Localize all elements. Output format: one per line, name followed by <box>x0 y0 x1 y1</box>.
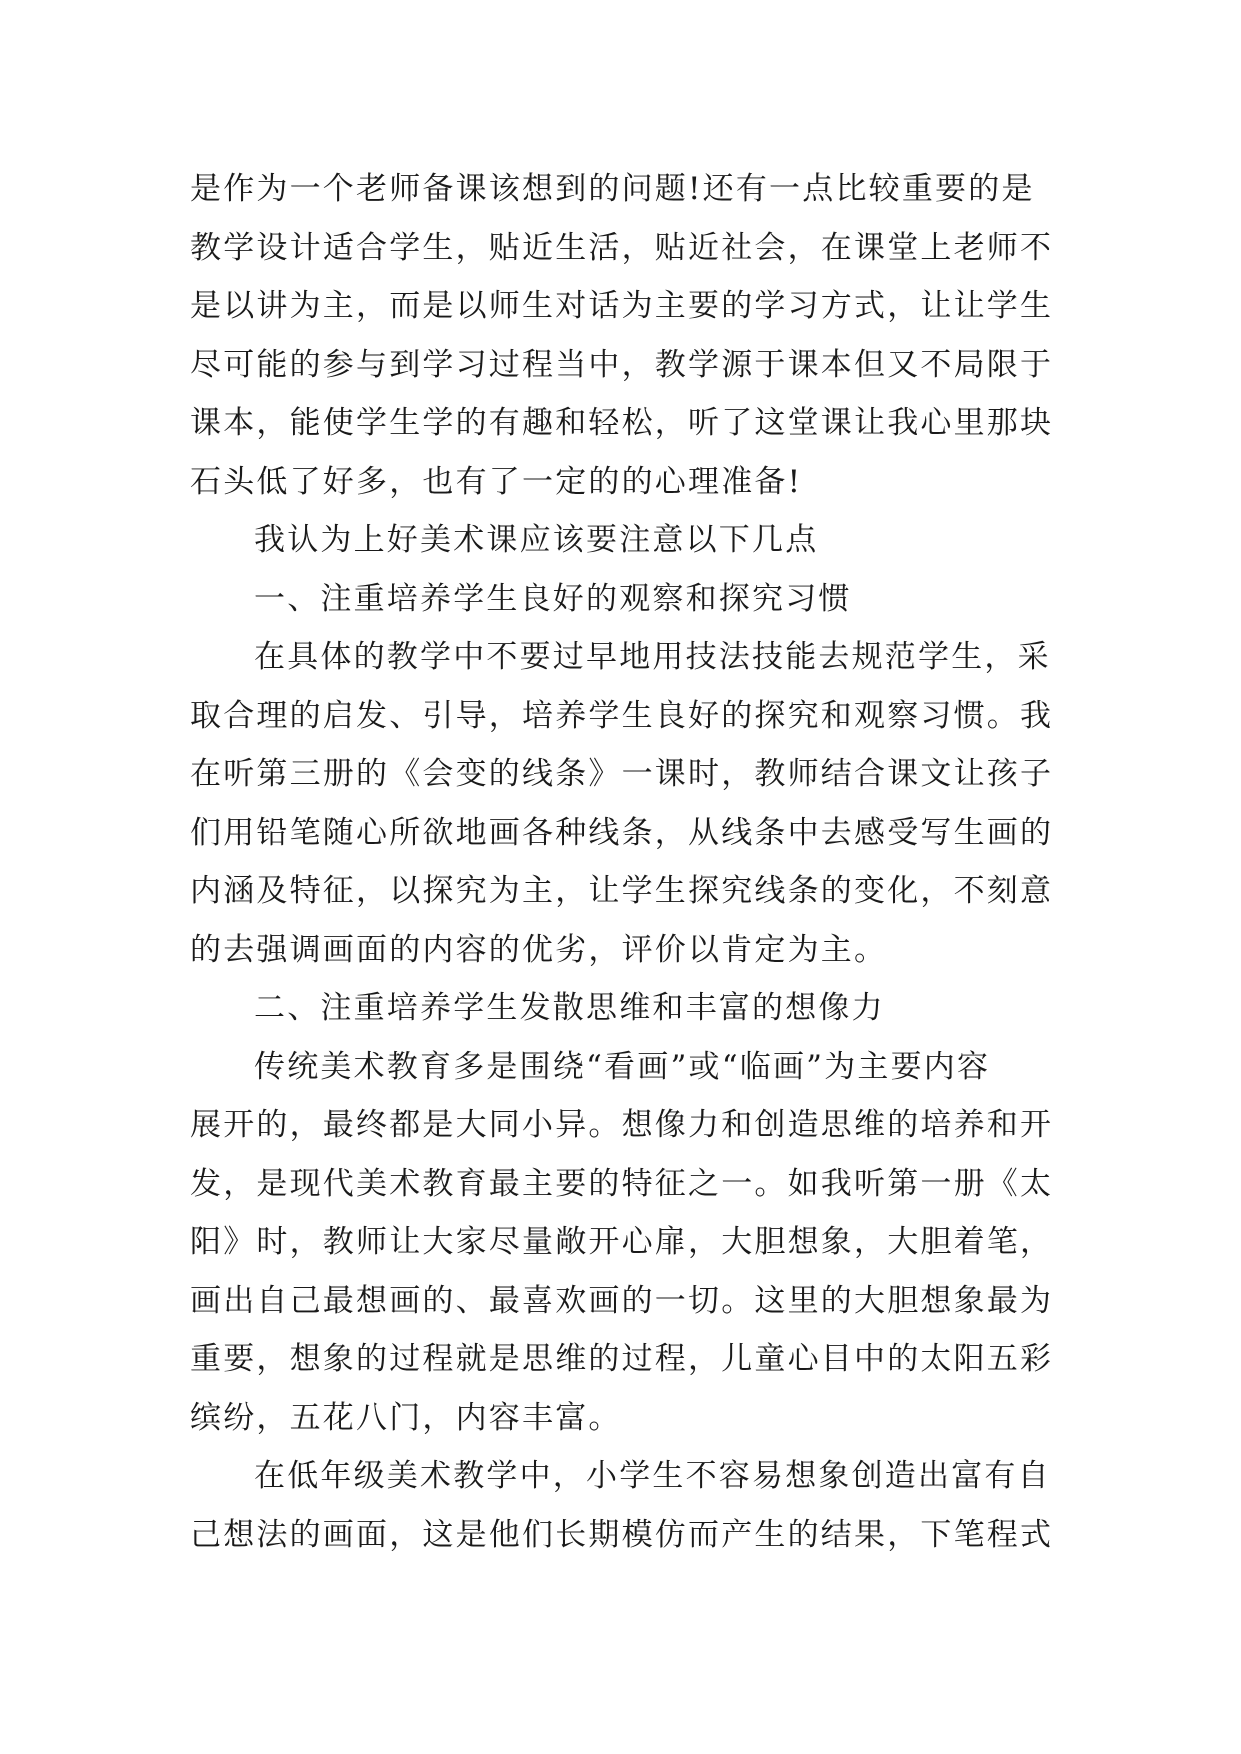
section-heading: 一、注重培养学生良好的观察和探究习惯 <box>254 580 852 617</box>
text-line: 石头低了好多，也有了一定的的心理准备! <box>190 463 803 500</box>
text-line: 取合理的启发、引导，培养学生良好的探究和观察习惯。我 <box>190 697 1054 734</box>
text-line: 重要，想象的过程就是思维的过程，儿童心目中的太阳五彩 <box>190 1341 1054 1377</box>
text-line: 阳》时，教师让大家尽量敞开心扉，大胆想象，大胆着笔， <box>190 1224 1054 1260</box>
section-heading: 二、注重培养学生发散思维和丰富的想像力 <box>254 990 885 1026</box>
text-line: 画出自己最想画的、最喜欢画的一切。这里的大胆想象最为 <box>190 1282 1054 1319</box>
text-line: 在听第三册的《会变的线条》一课时，教师结合课文让孩子 <box>190 756 1054 792</box>
text-line: 是作为一个老师备课该想到的问题!还有一点比较重要的是 <box>190 171 1035 207</box>
document-body <box>190 160 1070 1564</box>
paragraph-start: 在低年级美术教学中，小学生不容易想象创造出富有自 <box>254 1458 1051 1494</box>
text-line: 展开的，最终都是大同小异。想像力和创造思维的培养和开 <box>190 1107 1054 1143</box>
paragraph-start: 传统美术教育多是围绕“看画”或“临画”为主要内容 <box>254 1048 991 1085</box>
text-line: 尽可能的参与到学习过程当中，教学源于课本但又不局限于 <box>190 346 1054 383</box>
text-line: 己想法的画面，这是他们长期模仿而产生的结果，下笔程式 <box>190 1516 1054 1553</box>
text-line: 缤纷，五花八门，内容丰富。 <box>190 1399 622 1436</box>
paragraph-start: 我认为上好美术课应该要注意以下几点 <box>254 522 819 558</box>
text-line: 发，是现代美术教育最主要的特征之一。如我听第一册《太 <box>190 1165 1054 1202</box>
text-line: 内涵及特征，以探究为主，让学生探究线条的变化，不刻意 <box>190 873 1054 909</box>
text-line: 是以讲为主，而是以师生对话为主要的学习方式，让让学生 <box>190 288 1054 324</box>
text-line: 教学设计适合学生，贴近生活，贴近社会，在课堂上老师不 <box>190 229 1054 266</box>
text-line: 课本，能使学生学的有趣和轻松，听了这堂课让我心里那块 <box>190 405 1054 441</box>
text-line: 们用铅笔随心所欲地画各种线条，从线条中去感受写生画的 <box>190 814 1054 851</box>
text-line: 的去强调画面的内容的优劣，评价以肯定为主。 <box>190 931 888 968</box>
paragraph-start: 在具体的教学中不要过早地用技法技能去规范学生，采 <box>254 639 1051 675</box>
